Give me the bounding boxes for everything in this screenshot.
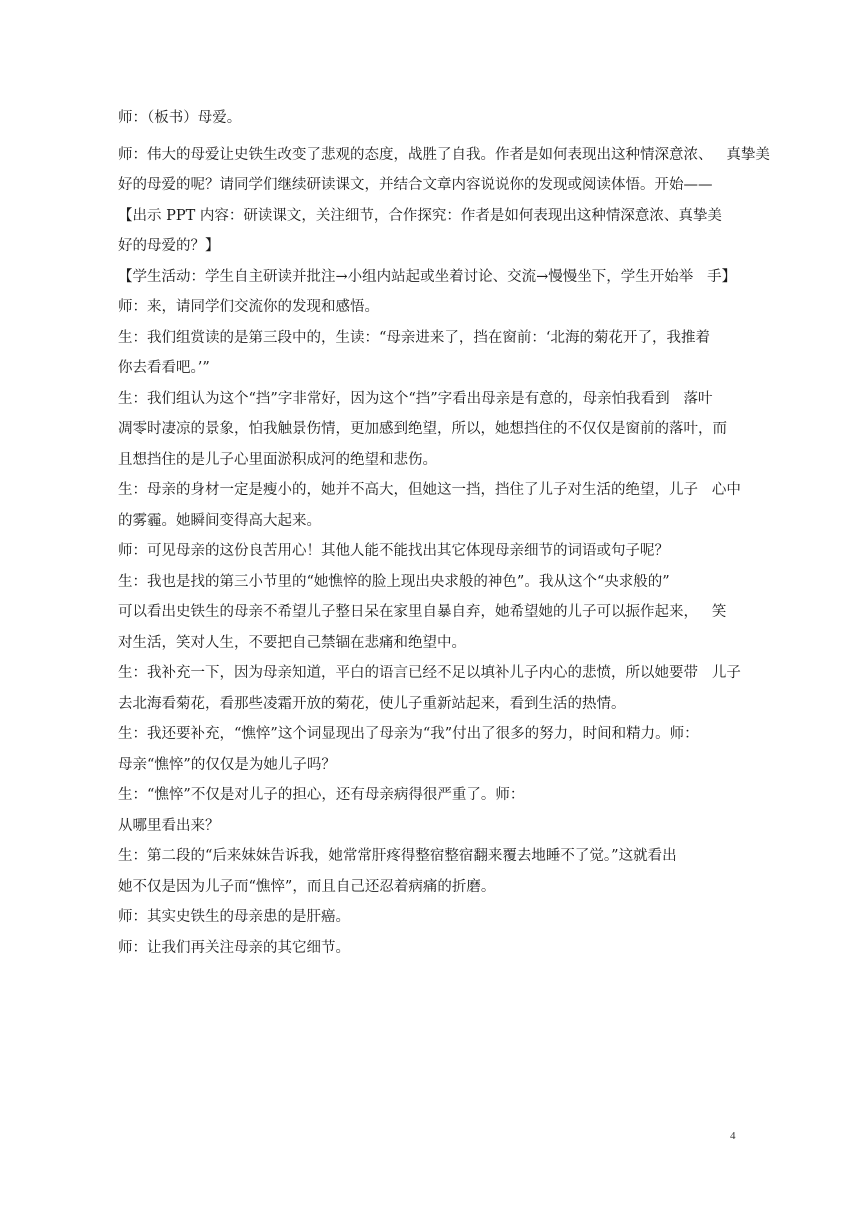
text-line: 【出示 PPT 内容：研读课文，关注细节，合作探究：作者是如何表现出这种情深意浓、真挚美 [118,207,722,224]
text-line: 她不仅是因为儿子而“憔悴”，而且自己还忍着病痛的折磨。 [118,878,496,895]
text-line: 母亲“憔悴”的仅仅是为她儿子吗？ [118,756,336,773]
text-line: 生：我们组赏读的是第三段中的，生读：“母亲进来了，挡在窗前：‘北海的菊花开了，我推着 [118,329,711,346]
text-line: 对生活，笑对人生，不要把自己禁锢在悲痛和绝望中。 [118,634,466,651]
text-line: 且想挡住的是儿子心里面淤积成河的绝望和悲伤。 [118,451,437,468]
text-line: 师：可见母亲的这份良苦用心！其他人能不能找出其它体现母亲细节的词语或句子呢？ [118,543,669,559]
text-line: 生：母亲的身材一定是瘦小的，她并不高大，但她这一挡，挡住了儿子对生活的绝望，儿子 心中 [118,482,741,498]
text-line: 生：我还要补充，“憔悴”这个词显现出了母亲为“我”付出了很多的努力，时间和精力。师： [118,726,699,742]
text-line: 生：我也是找的第三小节里的“她憔悴的脸上现出央求般的神色”。我从这个“央求般的” [118,573,670,590]
page-number: 4 [730,1130,736,1142]
text-line: 师：其实史铁生的母亲患的是肝癌。 [118,909,350,925]
text-line: 【学生活动：学生自主研读并批注→小组内站起或坐着讨论、交流→慢慢坐下，学生开始举 手】 [118,268,737,285]
text-line: 好的母爱的呢？请同学们继续研读课文，并结合文章内容说说你的发现或阅读体悟。开始—— [118,177,713,193]
text-line: 生：我补充一下，因为母亲知道，平白的语言已经不足以填补儿子内心的悲愤，所以她要带 儿子 [118,665,741,681]
text-line: 生：第二段的“后来妹妹告诉我，她常常肝疼得整宿整宿翻来覆去地睡不了觉。”这就看出 [118,848,677,864]
text-line: 师：让我们再关注母亲的其它细节。 [118,939,350,956]
text-line: 凋零时凄凉的景象，怕我触景伤情，更加感到绝望，所以，她想挡住的不仅仅是窗前的落叶，而 [118,421,727,437]
text-line: 可以看出史铁生的母亲不希望儿子整日呆在家里自暴自弃，她希望她的儿子可以振作起来， 笑 [118,604,727,620]
text-line: 师：伟大的母爱让史铁生改变了悲观的态度，战胜了自我。作者是如何表现出这种情深意浓、 真挚美 [118,146,770,163]
text-line: 师：来，请同学们交流你的发现和感悟。 [118,299,379,315]
text-line: 师：（板书）母爱。 [118,110,242,126]
text-line: 好的母爱的？】 [118,238,220,254]
text-line: 生：“憔悴”不仅是对儿子的担心，还有母亲病得很严重了。师： [118,787,525,803]
text-line: 你去看看吧。’” [118,360,210,376]
text-line: 从哪里看出来？ [118,817,220,834]
text-line: 去北海看菊花，看那些凌霜开放的菊花，使儿子重新站起来，看到生活的热情。 [118,695,626,712]
text-line: 生：我们组认为这个“挡”字非常好，因为这个“挡”字看出母亲是有意的，母亲怕我看到 落叶 [118,390,713,407]
text-line: 的雾霾。她瞬间变得高大起来。 [118,512,321,529]
document-body [118,105,770,961]
